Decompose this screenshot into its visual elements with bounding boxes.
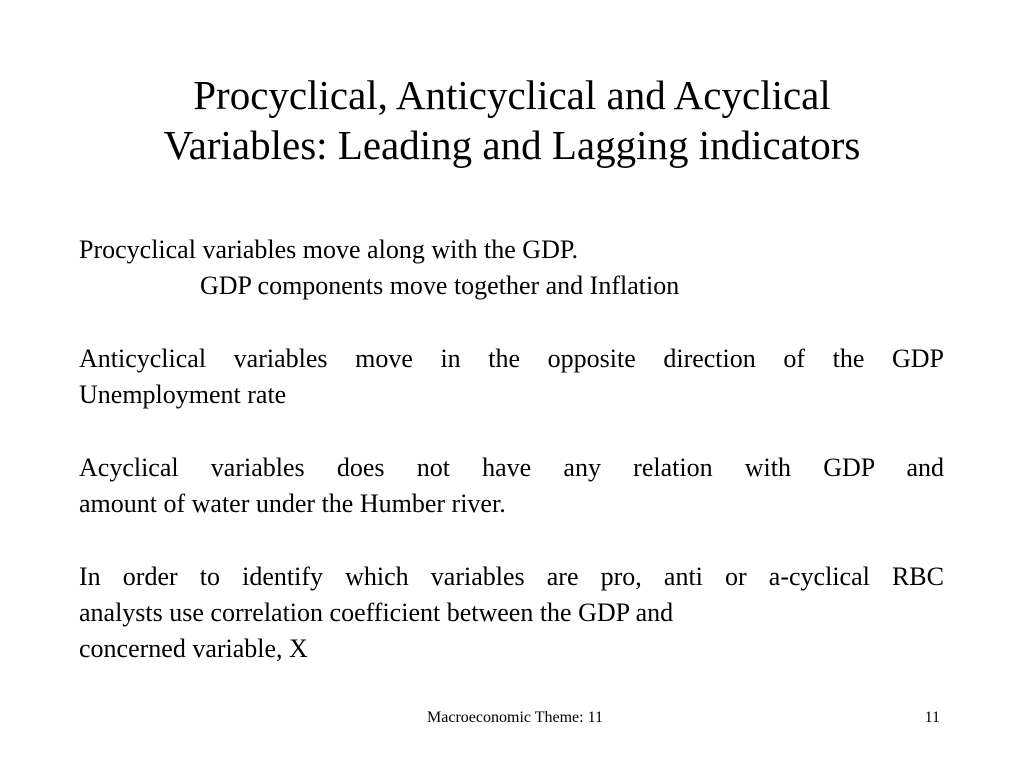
correlation-line-3: concerned variable, X xyxy=(79,634,308,663)
slide-body xyxy=(79,232,944,704)
slide-title xyxy=(60,70,964,170)
paragraph-procyclical xyxy=(79,232,944,304)
footer-theme-label: Macroeconomic Theme: 11 xyxy=(427,709,603,726)
slide-title-line-2: Variables: Leading and Lagging indicators xyxy=(163,122,861,168)
procyclical-example-line: GDP components move together and Inflation xyxy=(200,271,680,300)
paragraph-anticyclical xyxy=(79,341,944,413)
anticyclical-line-1: Anticyclical variables move in the opposite direction of the GDP xyxy=(79,344,944,373)
acyclical-line-2: amount of water under the Humber river. xyxy=(79,489,506,518)
footer-page-number: 11 xyxy=(924,709,940,726)
anticyclical-line-2: Unemployment rate xyxy=(79,380,287,409)
correlation-line-2: analysts use correlation coefficient between the GDP and xyxy=(79,598,674,627)
slide-title-line-1: Procyclical, Anticyclical and Acyclical xyxy=(193,72,831,118)
correlation-line-1: In order to identify which variables are pro, anti or a-cyclical RBC xyxy=(79,562,944,591)
procyclical-line-1: Procyclical variables move along with the GDP. xyxy=(79,235,578,264)
paragraph-correlation xyxy=(79,559,944,667)
acyclical-line-1: Acyclical variables does not have any relation with GDP and xyxy=(79,453,944,482)
paragraph-acyclical xyxy=(79,450,944,522)
